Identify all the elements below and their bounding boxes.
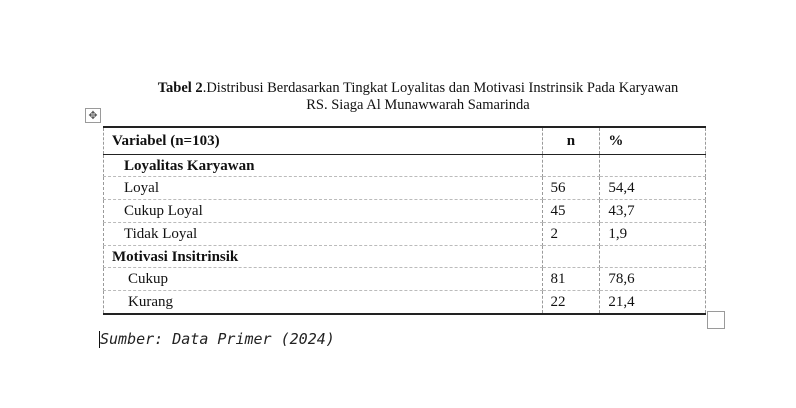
row-label: Tidak Loyal xyxy=(104,223,543,246)
row-n: 81 xyxy=(542,268,600,291)
row-label: Motivasi Insitrinsik xyxy=(104,246,543,268)
caption-label: Tabel 2 xyxy=(157,80,203,96)
row-pct: 54,4 xyxy=(600,177,706,200)
row-label: Loyal xyxy=(104,177,543,200)
table-row xyxy=(104,246,706,268)
table-row xyxy=(104,155,706,177)
table-caption xyxy=(104,80,732,114)
row-n: 2 xyxy=(542,223,600,246)
source-note xyxy=(99,330,335,348)
row-label: Loyalitas Karyawan xyxy=(104,155,543,177)
table-resize-icon[interactable] xyxy=(707,311,725,329)
row-pct xyxy=(600,246,706,268)
table-row xyxy=(104,177,706,200)
row-pct: 43,7 xyxy=(600,200,706,223)
caption-line2: RS. Siaga Al Munawwarah Samarinda xyxy=(306,97,530,113)
row-pct: 21,4 xyxy=(600,291,706,315)
row-n: 22 xyxy=(542,291,600,315)
row-pct: 1,9 xyxy=(600,223,706,246)
row-pct xyxy=(600,155,706,177)
row-n xyxy=(542,246,600,268)
row-pct: 78,6 xyxy=(600,268,706,291)
header-percent: % xyxy=(600,127,706,155)
table-header-row xyxy=(104,127,706,155)
header-n: n xyxy=(542,127,600,155)
row-n: 56 xyxy=(542,177,600,200)
table-row xyxy=(104,268,706,291)
caption-text: .Distribusi Berdasarkan Tingkat Loyalitas dan Motivasi Instrinsik Pada Karyawan xyxy=(202,80,679,96)
move-arrows-icon[interactable]: ✥ xyxy=(85,108,101,123)
table-row xyxy=(104,223,706,246)
row-label: Cukup Loyal xyxy=(104,200,543,223)
data-table xyxy=(103,126,706,315)
row-n: 45 xyxy=(542,200,600,223)
row-label: Kurang xyxy=(104,291,543,315)
row-label: Cukup xyxy=(104,268,543,291)
table-row xyxy=(104,291,706,315)
row-n xyxy=(542,155,600,177)
source-text: Sumber: Data Primer (2024) xyxy=(100,330,335,348)
table-row xyxy=(104,200,706,223)
header-variabel: Variabel (n=103) xyxy=(104,127,543,155)
